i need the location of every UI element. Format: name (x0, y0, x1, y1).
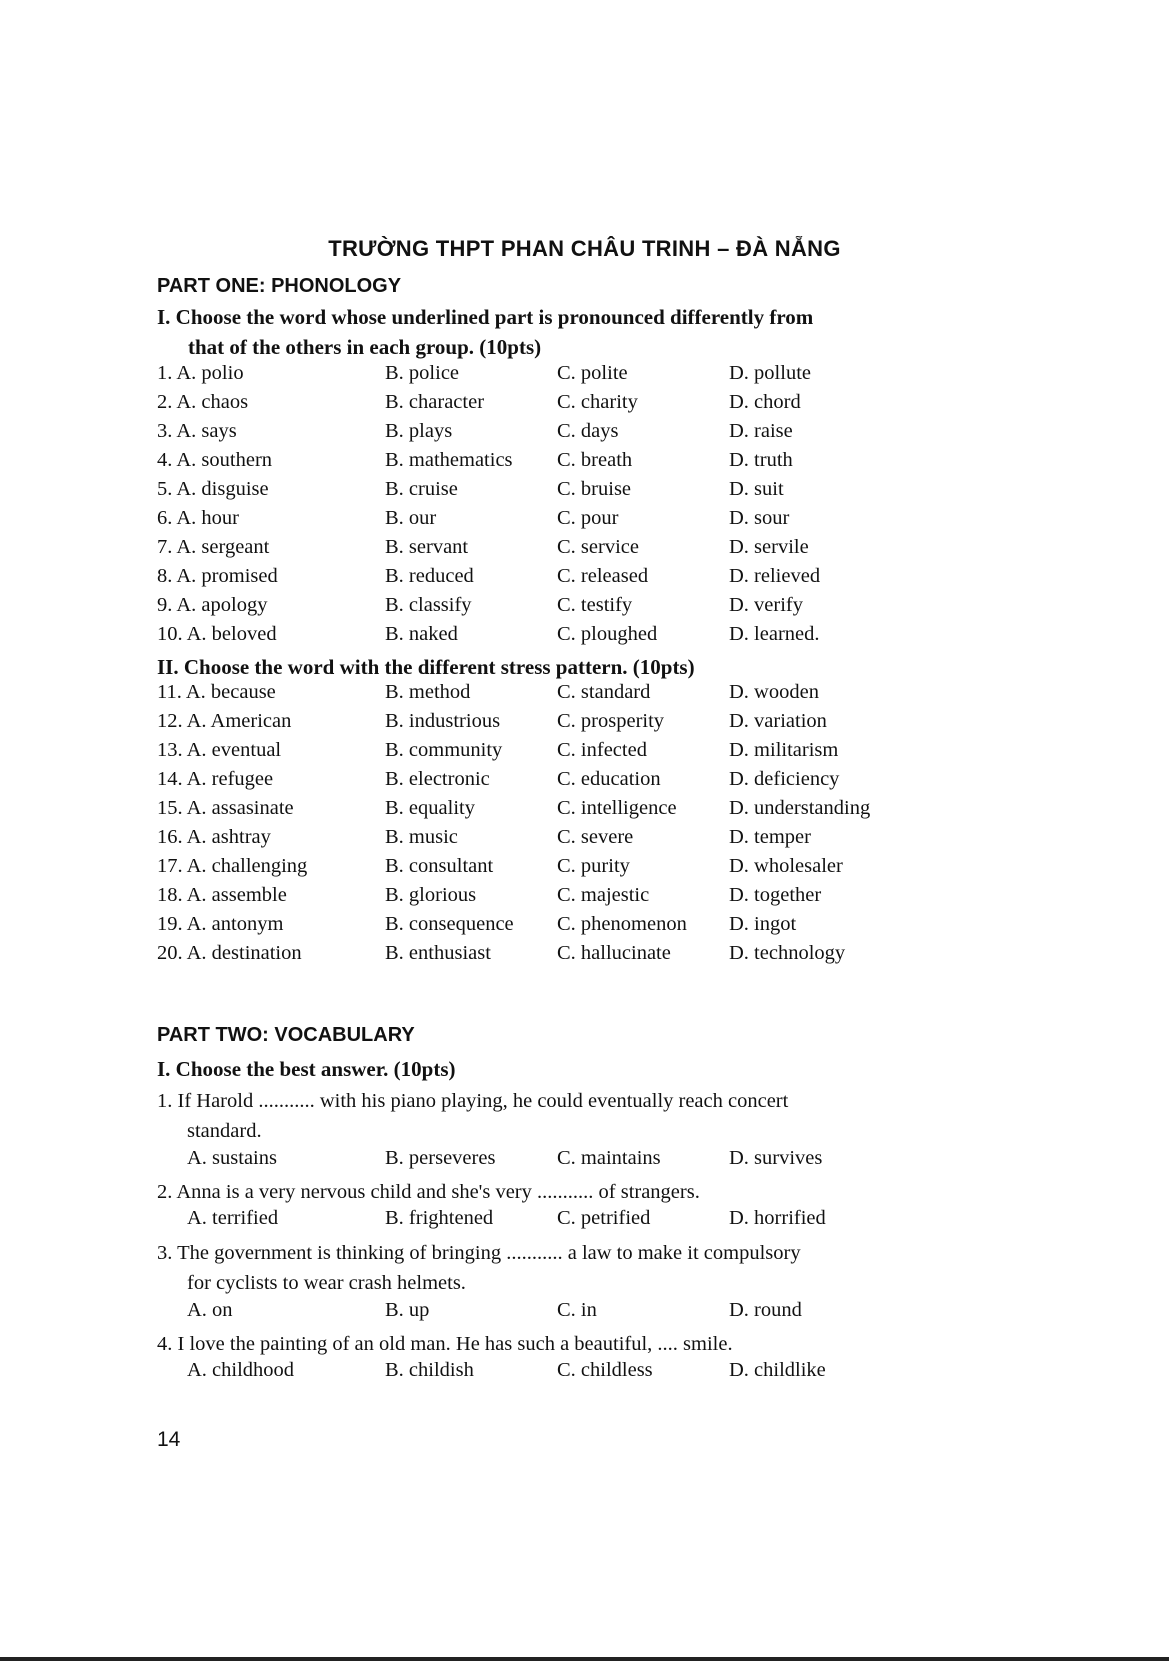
list-item (157, 449, 917, 479)
option-b: B. community (385, 739, 503, 761)
option-a: 10. A. beloved (157, 623, 277, 645)
question-2-options (187, 1207, 917, 1237)
option-b: B. naked (385, 623, 458, 645)
option-d: D. wholesaler (729, 855, 843, 877)
option-b: B. consequence (385, 913, 514, 935)
option-b: B. music (385, 826, 458, 848)
list-item (157, 594, 917, 624)
list-item (157, 681, 917, 711)
option-d: D. chord (729, 391, 801, 413)
question-2-line1: 2. Anna is a very nervous child and she's very ........... of strangers. (157, 1181, 700, 1203)
list-item (157, 623, 917, 653)
option-a: 3. A. says (157, 420, 237, 442)
option-c: C. days (557, 420, 619, 442)
option-c: C. intelligence (557, 797, 677, 819)
option-c: C. maintains (557, 1147, 661, 1169)
question-3-line1: 3. The government is thinking of bringing ........... a law to make it compulsory (157, 1242, 801, 1264)
option-d: D. pollute (729, 362, 811, 384)
option-a: 5. A. disguise (157, 478, 269, 500)
option-d: D. survives (729, 1147, 823, 1169)
option-a: 2. A. chaos (157, 391, 249, 413)
list-item (157, 507, 917, 537)
option-a: 11. A. because (157, 681, 276, 703)
option-d: D. suit (729, 478, 784, 500)
option-b: B. cruise (385, 478, 458, 500)
option-b: B. equality (385, 797, 475, 819)
option-b: B. mathematics (385, 449, 513, 471)
option-c: C. testify (557, 594, 633, 616)
question-3-line2: for cyclists to wear crash helmets. (187, 1272, 466, 1294)
option-d: D. together (729, 884, 822, 906)
question-3-options (187, 1299, 917, 1329)
option-d: D. raise (729, 420, 793, 442)
option-d: D. truth (729, 449, 793, 471)
list-item (157, 913, 917, 943)
option-d: D. temper (729, 826, 811, 848)
option-d: D. servile (729, 536, 809, 558)
option-a: 14. A. refugee (157, 768, 274, 790)
option-a: 17. A. challenging (157, 855, 308, 877)
option-a: 7. A. sergeant (157, 536, 270, 558)
option-a: 16. A. ashtray (157, 826, 271, 848)
list-item (157, 855, 917, 885)
option-b: B. our (385, 507, 437, 529)
option-c: C. pour (557, 507, 619, 529)
option-b: B. frightened (385, 1207, 494, 1229)
page-number: 14 (157, 1428, 181, 1451)
option-b: B. up (385, 1299, 430, 1321)
option-a: 19. A. antonym (157, 913, 284, 935)
list-item (157, 768, 917, 798)
question-2 (157, 1177, 917, 1207)
part-one-heading: PART ONE: PHONOLOGY (157, 275, 402, 297)
list-item (157, 478, 917, 508)
question-4-line1: 4. I love the painting of an old man. He has such a beautiful, .... smile. (157, 1333, 733, 1355)
option-a: 6. A. hour (157, 507, 239, 529)
option-a: 13. A. eventual (157, 739, 282, 761)
option-b: B. method (385, 681, 471, 703)
option-b: B. enthusiast (385, 942, 491, 964)
option-c: C. bruise (557, 478, 632, 500)
option-a: 12. A. American (157, 710, 292, 732)
option-a: A. sustains (187, 1147, 277, 1169)
list-item (157, 420, 917, 450)
list-item (157, 826, 917, 856)
option-c: C. service (557, 536, 639, 558)
list-item (157, 942, 917, 972)
section-1-heading-line2: that of the others in each group. (10pts) (188, 335, 542, 359)
option-a: 15. A. assasinate (157, 797, 294, 819)
option-d: D. horrified (729, 1207, 826, 1229)
section-1-heading-line1: I. Choose the word whose underlined part is pronounced differently from (157, 305, 814, 329)
option-b: B. servant (385, 536, 469, 558)
option-d: D. round (729, 1299, 802, 1321)
option-d: D. childlike (729, 1359, 826, 1381)
question-1 (157, 1086, 917, 1146)
option-c: C. infected (557, 739, 647, 761)
option-a: A. childhood (187, 1359, 295, 1381)
option-a: A. terrified (187, 1207, 279, 1229)
option-b: B. consultant (385, 855, 494, 877)
school-title: TRƯỜNG THPT PHAN CHÂU TRINH – ĐÀ NẴNG (328, 236, 841, 261)
option-d: D. variation (729, 710, 827, 732)
question-1-line1: 1. If Harold ........... with his piano playing, he could eventually reach concert (157, 1090, 789, 1112)
list-item (157, 362, 917, 392)
option-b: B. industrious (385, 710, 501, 732)
option-c: C. petrified (557, 1207, 651, 1229)
option-c: C. standard (557, 681, 651, 703)
option-b: B. police (385, 362, 460, 384)
list-item (157, 884, 917, 914)
option-c: C. severe (557, 826, 634, 848)
option-a: 20. A. destination (157, 942, 302, 964)
list-item (157, 565, 917, 595)
option-a: 4. A. southern (157, 449, 273, 471)
option-c: C. childless (557, 1359, 653, 1381)
option-a: 8. A. promised (157, 565, 278, 587)
option-d: D. ingot (729, 913, 797, 935)
option-d: D. wooden (729, 681, 819, 703)
option-d: D. verify (729, 594, 804, 616)
section-2-heading: II. Choose the word with the different stress pattern. (10pts) (157, 655, 695, 679)
option-c: C. phenomenon (557, 913, 687, 935)
option-c: C. in (557, 1299, 597, 1321)
option-c: C. majestic (557, 884, 650, 906)
option-d: D. deficiency (729, 768, 840, 790)
option-b: B. character (385, 391, 485, 413)
option-c: C. ploughed (557, 623, 658, 645)
list-item (157, 536, 917, 566)
option-a: 1. A. polio (157, 362, 244, 384)
option-d: D. militarism (729, 739, 839, 761)
option-d: D. technology (729, 942, 846, 964)
option-b: B. reduced (385, 565, 474, 587)
page-bottom-edge (0, 1657, 1169, 1661)
question-4-options (187, 1359, 917, 1389)
option-c: C. charity (557, 391, 638, 413)
option-c: C. education (557, 768, 661, 790)
option-d: D. learned. (729, 623, 820, 645)
option-b: B. electronic (385, 768, 490, 790)
list-item (157, 797, 917, 827)
part-two-heading: PART TWO: VOCABULARY (157, 1024, 415, 1046)
vocab-section-1-heading: I. Choose the best answer. (10pts) (157, 1057, 456, 1081)
option-b: B. perseveres (385, 1147, 496, 1169)
option-a: A. on (187, 1299, 233, 1321)
option-b: B. classify (385, 594, 472, 616)
question-3 (157, 1238, 917, 1298)
option-a: 18. A. assemble (157, 884, 287, 906)
question-1-line2: standard. (187, 1120, 262, 1142)
option-b: B. glorious (385, 884, 477, 906)
option-b: B. childish (385, 1359, 474, 1381)
list-item (157, 739, 917, 769)
option-c: C. polite (557, 362, 628, 384)
list-item (157, 391, 917, 421)
option-c: C. breath (557, 449, 633, 471)
option-d: D. understanding (729, 797, 871, 819)
option-a: 9. A. apology (157, 594, 268, 616)
option-c: C. purity (557, 855, 630, 877)
section-1-heading (157, 302, 917, 362)
list-item (157, 710, 917, 740)
option-c: C. prosperity (557, 710, 665, 732)
option-b: B. plays (385, 420, 453, 442)
question-1-options (187, 1147, 917, 1177)
option-c: C. released (557, 565, 649, 587)
option-c: C. hallucinate (557, 942, 671, 964)
option-d: D. relieved (729, 565, 821, 587)
question-4 (157, 1329, 917, 1359)
option-d: D. sour (729, 507, 790, 529)
